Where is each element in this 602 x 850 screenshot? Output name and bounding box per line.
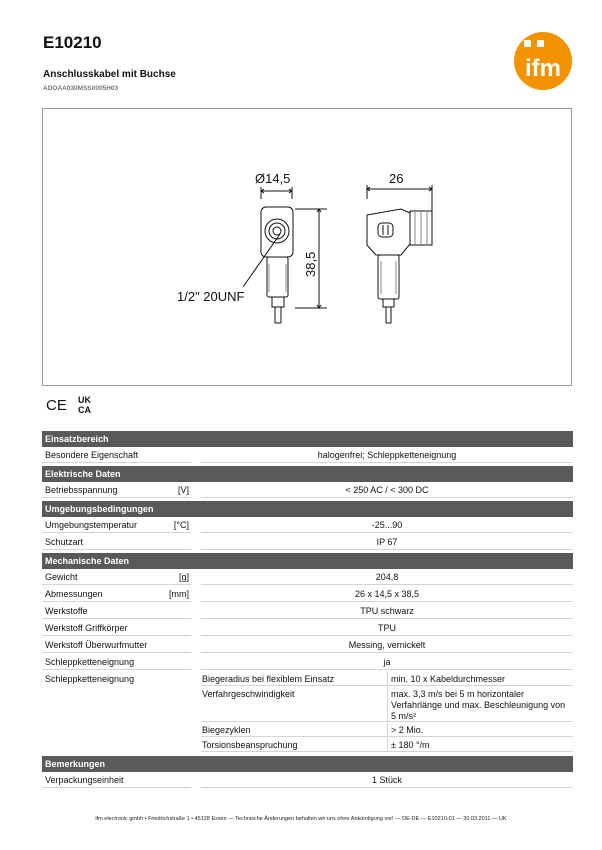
spec-row [42, 570, 573, 586]
spec-label: Betriebsspannung [V] [42, 483, 191, 498]
spec-row [42, 448, 573, 464]
dim-thread: 1/2" 20UNF [177, 289, 245, 304]
spec-label: Abmessungen [mm] [42, 587, 191, 602]
spec-unit: [V] [177, 485, 189, 495]
spec-label: Umgebungstemperatur [°C] [42, 518, 191, 533]
section-header: Mechanische Daten [42, 553, 573, 569]
spec-row [42, 655, 573, 671]
dim-width: 26 [389, 171, 404, 186]
spec-row [42, 621, 573, 637]
spec-label: Werkstoff Überwurfmutter [42, 638, 191, 653]
spec-row [42, 773, 573, 789]
drag-chain-item [201, 672, 573, 686]
spec-value: -25...90 [201, 518, 573, 533]
drag-chain-item [201, 723, 573, 737]
spec-value: 204,8 [201, 570, 573, 585]
ce-mark: CE [46, 397, 67, 414]
dim-diameter: Ø14,5 [255, 171, 291, 186]
spec-unit: [g] [178, 572, 189, 582]
ukca-mark-top: UK [78, 395, 91, 405]
spec-unit: [mm] [169, 589, 189, 599]
spec-value: IP 67 [201, 535, 573, 550]
section-header: Bemerkungen [42, 756, 573, 772]
footer-text: ifm electronic gmbh • Friedrichstraße 1 • 45128 Essen — Technische Änderungen behalten wir uns ohne Ankündigung vor! — DE-DE — E10210-01 — 30.03.2011 — [95, 816, 498, 822]
dim-height: 38,5 [303, 251, 318, 277]
drag-chain-item [201, 687, 573, 722]
spec-value: TPU [201, 621, 573, 636]
section-header: Elektrische Daten [42, 466, 573, 482]
product-title: E10210 [43, 33, 102, 52]
spec-value: Messing, vernickelt [201, 638, 573, 653]
drag-chain-value: max. 3,3 m/s bei 5 m horizontaler Verfahrlänge und max. Beschleunigung von 5 m/s² [387, 687, 573, 721]
spec-row [42, 483, 573, 499]
article-code: ADOAA030MSS0005H03 [43, 85, 119, 92]
drag-chain-value: ± 180 °/m [387, 738, 573, 751]
spec-row [42, 604, 573, 620]
product-subtitle: Anschlusskabel mit Buchse [43, 69, 176, 80]
spec-table [42, 429, 573, 789]
spec-value: TPU schwarz [201, 604, 573, 619]
ifm-logo [513, 31, 573, 91]
spec-row [42, 638, 573, 654]
page-footer [0, 816, 602, 822]
dimension-drawing [42, 108, 572, 386]
spec-label: Werkstoffe [42, 604, 191, 619]
spec-value: < 250 AC / < 300 DC [201, 483, 573, 498]
spec-label: Schleppketteneignung [42, 655, 191, 670]
footer-mark: UK [498, 816, 507, 822]
spec-value: 26 x 14,5 x 38,5 [201, 587, 573, 602]
spec-value: halogenfrei; Schleppketteneignung [201, 448, 573, 463]
drag-chain-value: > 2 Mio. [387, 723, 573, 736]
drag-chain-key: Biegezyklen [202, 725, 251, 735]
drag-chain-key: Biegeradius bei flexiblem Einsatz [202, 674, 335, 684]
ukca-mark-bottom: CA [78, 405, 91, 415]
spec-label: Verpackungseinheit [42, 773, 191, 788]
logo-text: ifm [525, 55, 561, 82]
spec-row [42, 518, 573, 534]
certification-marks [46, 393, 100, 415]
spec-label: Werkstoff Griffkörper [42, 621, 191, 636]
section-header: Einsatzbereich [42, 431, 573, 447]
drag-chain-details [42, 672, 573, 754]
drag-chain-value: min. 10 x Kabeldurchmesser [387, 672, 573, 685]
drag-chain-item [201, 738, 573, 752]
spec-row [42, 535, 573, 551]
section-header: Umgebungsbedingungen [42, 501, 573, 517]
drag-chain-key: Torsionsbeanspruchung [202, 740, 298, 750]
spec-row [42, 587, 573, 603]
spec-label: Gewicht [g] [42, 570, 191, 585]
spec-value: 1 Stück [201, 773, 573, 788]
drag-chain-key: Verfahrgeschwindigkeit [202, 689, 295, 699]
spec-label: Besondere Eigenschaft [42, 448, 191, 463]
spec-label: Schutzart [42, 535, 191, 550]
spec-label: Schleppketteneignung [45, 674, 135, 684]
spec-unit: [°C] [173, 520, 189, 530]
spec-value: ja [201, 655, 573, 670]
